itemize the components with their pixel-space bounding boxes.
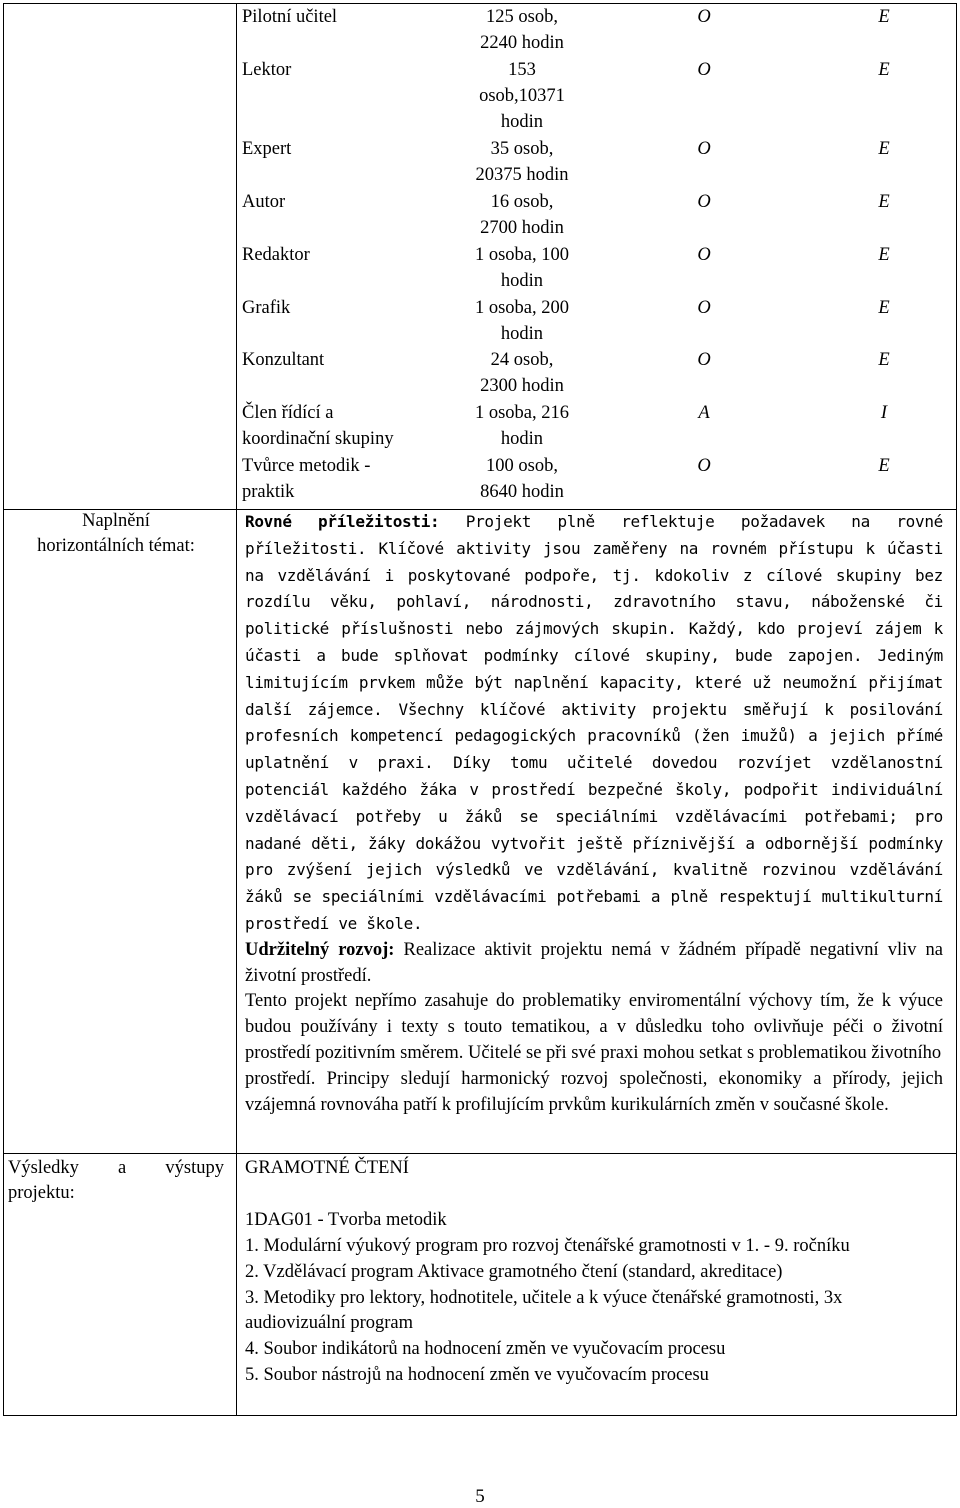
role-flag-e: E [878, 298, 890, 318]
role-name: Expert [242, 139, 292, 159]
results-item: 4. Soubor indikátorů na hodnocení změn ve vyučovacím procesu [245, 1339, 726, 1360]
role-flag-o: O [697, 350, 711, 370]
sustainability-paragraph [245, 938, 943, 990]
role-flag-e: E [878, 139, 890, 159]
role-flag-e: I [880, 403, 888, 423]
role-flag-o: O [697, 139, 711, 159]
equal-opportunities-paragraph [245, 509, 943, 938]
horizontal-themes-text [245, 509, 943, 1118]
role-count: 1 osoba, 200 hodin [474, 298, 570, 344]
role-name: Autor [242, 192, 286, 212]
role-count: 153 osob,10371 hodin [479, 60, 565, 132]
equal-opportunities-heading: Rovné příležitosti: [245, 512, 440, 531]
role-flag-o: O [697, 192, 711, 212]
role-flag-e: E [878, 192, 890, 212]
horizontal-themes-label: Naplnění horizontálních témat: [37, 511, 195, 556]
results-item: 2. Vzdělávací program Aktivace gramotného čtení (standard, akreditace) [245, 1261, 783, 1282]
environment-paragraph-2: prostředí. Principy sledují harmonický rozvoj společnosti, ekonomiky a přírody, jejich vzájemná rovnováha patří k profilujícím prvkům kurikulárních změn v současné škole. [245, 1068, 943, 1115]
role-count: 24 osob, 2300 hodin [480, 350, 564, 396]
role-flag-o: O [697, 245, 711, 265]
role-flag-o: O [697, 7, 711, 27]
role-count: 1 osoba, 216 hodin [474, 403, 570, 449]
page-number: 5 [475, 1486, 485, 1507]
role-count: 16 osob, 2700 hodin [480, 192, 564, 238]
role-count: 125 osob, 2240 hodin [480, 7, 564, 53]
role-flag-e: E [878, 7, 890, 27]
results-item: 1. Modulární výukový program pro rozvoj čtenářské gramotnosti v 1. - 9. ročníku [245, 1235, 850, 1256]
role-count: 35 osob, 20375 hodin [475, 139, 569, 185]
equal-opportunities-text: Projekt plně reflektuje požadavek na rovné příležitosti. Klíčové aktivity jsou zaměřeny na rovném přístupu k účasti na vzdělávání i poskytované podpoře, tj. kdokoliv z cílové skupiny bez rozdílu věku, pohlaví, národnosti, zdravotního stavu, náboženské či politické příslušnosti nebo zájmových skupin. Každý, kdo projeví zájem k účasti a bude splňovat podmínky cílové skupiny, bude zapojen. Jediným limitujícím prvkem může být naplnění kapacity, které už neumožní přijímat další zájemce. Všechny klíčové aktivity projektu směřují k posilování profesních kompetencí pedagogických pracovníků (žen imužů) a jejich přímé uplatnění v praxi. Díky tomu učitelé dovedou rozvíjet vzdělanostní potenciál každého žáka v prostředí bezpečné školy, podpořit individuální vzdělávací potřeby u žáků se speciálními vzdělávacími potřebami; pro nadané děti, žáky dokážou vytvořit ještě příznivější a odbornější podmínky pro zvýšení jejich výsledků ve vzdělávání, kvalitně rozvinou vzdělávání žáků se speciálními vzdělávacími potřebami a plně respektují multikulturní prostředí ve škole. [245, 512, 943, 933]
role-flag-o: A [698, 403, 710, 423]
role-flag-e: E [878, 350, 890, 370]
sustainability-text: Realizace aktivit projektu nemá v žádném případě negativní vliv na životní prostředí. [245, 939, 944, 986]
results-code: 1DAG01 - Tvorba metodik [245, 1209, 447, 1230]
role-name: Redaktor [242, 245, 310, 265]
role-flag-e: E [878, 60, 890, 80]
role-flag-o: O [697, 298, 711, 318]
sustainability-heading: Udržitelný rozvoj: [245, 939, 395, 960]
role-name: Pilotní učitel [242, 7, 338, 27]
results-item: 5. Soubor nástrojů na hodnocení změn ve vyučovacím procesu [245, 1365, 709, 1386]
role-flag-e: E [878, 456, 890, 476]
column-divider [236, 4, 237, 1415]
role-name: Lektor [242, 60, 292, 80]
results-item: 3. Metodiky pro lektory, hodnotitele, učitele a k výuce čtenářské gramotnosti, 3x audiovizuální program [245, 1287, 843, 1334]
role-count: 100 osob, 8640 hodin [480, 456, 564, 502]
row-divider [4, 1153, 956, 1154]
results-list [245, 1156, 943, 1389]
results-label: Výsledky a výstupy projektu: [8, 1158, 224, 1203]
role-flag-o: O [697, 456, 711, 476]
spacer [245, 1182, 943, 1208]
results-heading: GRAMOTNÉ ČTENÍ [245, 1158, 409, 1178]
role-name: Konzultant [242, 350, 325, 370]
role-count: 1 osoba, 100 hodin [474, 245, 570, 291]
role-flag-e: E [878, 245, 890, 265]
role-flag-o: O [697, 60, 711, 80]
role-name: Člen řídící a koordinační skupiny [242, 403, 394, 449]
role-name: Grafik [242, 298, 291, 318]
role-name: Tvůrce metodik - praktik [242, 456, 371, 502]
environment-paragraph: Tento projekt nepřímo zasahuje do problematiky enviromentální výchovy tím, že k výuce budou používány i texty s touto tematikou, a v důsledku toho ovlivňuje péči o životní prostředí pozitivním směrem. Učitelé se při své praxi mohou setkat s problematikou životního [245, 991, 943, 1063]
